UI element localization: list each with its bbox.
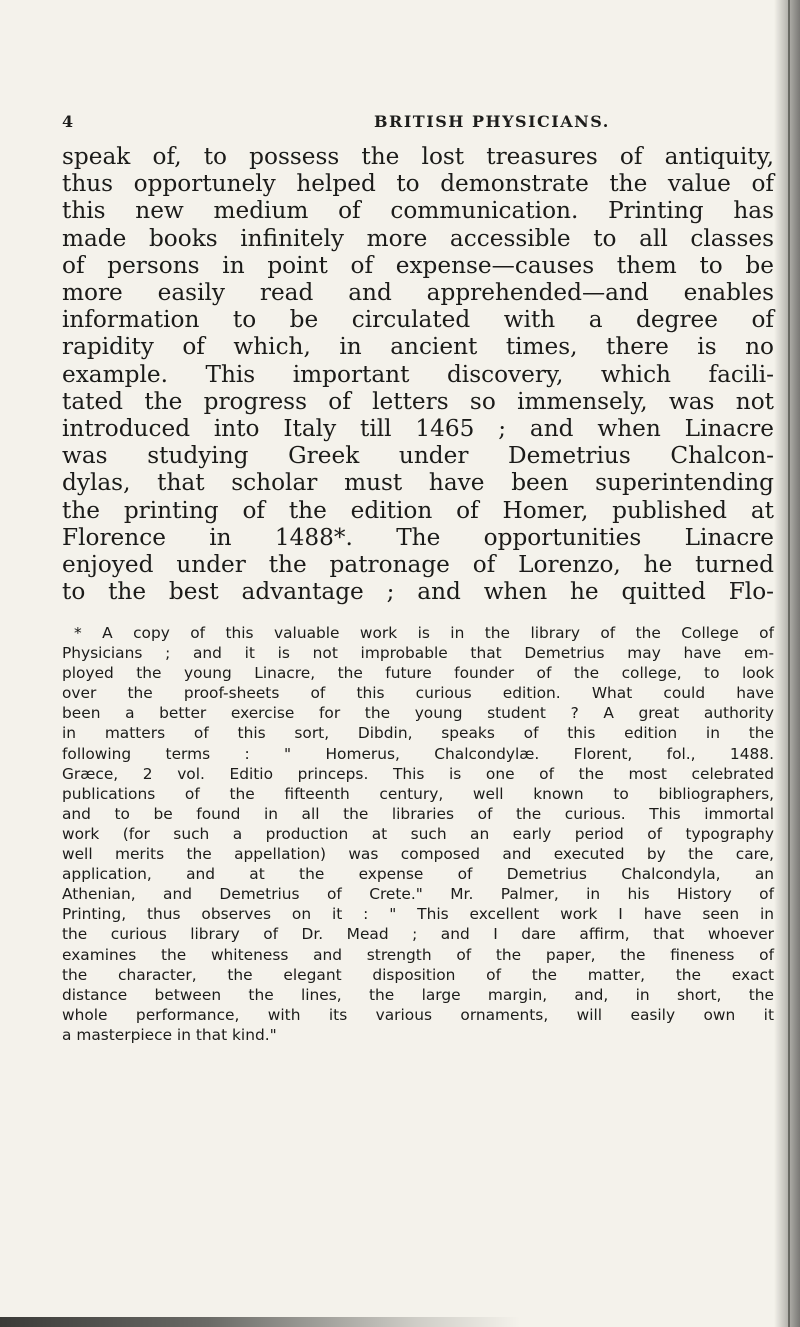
footnote-line: Printing, thus observes on it : " This excellent work I have seen in xyxy=(62,905,774,924)
body-line: thus opportunely helped to demonstrate the value of xyxy=(62,170,774,198)
footnote-line: in matters of this sort, Dibdin, speaks of this edition in the xyxy=(62,724,774,743)
body-line: dylas, that scholar must have been superintending xyxy=(62,469,774,497)
body-line: example. This important discovery, which facili- xyxy=(62,360,774,388)
footnote-line: distance between the lines, the large margin, and, in short, the xyxy=(62,985,774,1004)
body-line: introduced into Italy till 1465 ; and when Linacre xyxy=(62,415,774,443)
body-line: Florence in 1488*. The opportunities Linacre xyxy=(62,523,774,551)
body-paragraph xyxy=(62,143,774,605)
body-line: made books infinitely more accessible to all classes xyxy=(62,224,774,252)
body-line: of persons in point of expense—causes them to be xyxy=(62,251,774,279)
footnote-line: ployed the young Linacre, the future founder of the college, to look xyxy=(62,664,774,683)
footnote-line: * A copy of this valuable work is in the library of the College of xyxy=(74,624,774,642)
running-title: BRITISH PHYSICIANS. xyxy=(374,112,610,131)
body-line: rapidity of which, in ancient times, there is no xyxy=(62,333,774,361)
footnote-line: a masterpiece in that kind." xyxy=(62,1025,277,1044)
body-line: this new medium of communication. Printing has xyxy=(62,197,774,225)
footnote-line: examines the whiteness and strength of the paper, the fineness of xyxy=(62,945,774,964)
page-number: 4 xyxy=(62,112,75,131)
footnote-line: over the proof-sheets of this curious edition. What could have xyxy=(62,684,774,703)
body-line: was studying Greek under Demetrius Chalcon- xyxy=(62,442,774,470)
body-line: the printing of the edition of Homer, published at xyxy=(62,496,774,524)
body-line: tated the progress of letters so immensely, was not xyxy=(62,387,774,415)
body-line: information to be circulated with a degree of xyxy=(62,306,774,334)
footnote-line: work (for such a production at such an early period of typography xyxy=(62,824,774,843)
footnote-line: the curious library of Dr. Mead ; and I dare affirm, that whoever xyxy=(62,925,774,944)
footnote-line: Physicians ; and it is not improbable that Demetrius may have em- xyxy=(62,644,774,663)
footnote-line: following terms : " Homerus, Chalcondylæ. Florent, fol., 1488. xyxy=(62,744,774,763)
body-line: speak of, to possess the lost treasures of antiquity, xyxy=(62,143,774,170)
footnote-line: well merits the appellation) was composed and executed by the care, xyxy=(62,845,774,864)
footnote xyxy=(62,623,774,1045)
footnote-line: been a better exercise for the young student ? A great authority xyxy=(62,704,774,723)
page-edge-shadow xyxy=(774,0,800,1327)
footnote-line: application, and at the expense of Demetrius Chalcondyla, an xyxy=(62,865,774,884)
footnote-line: Athenian, and Demetrius of Crete." Mr. Palmer, in his History of xyxy=(62,885,774,904)
footnote-line: whole performance, with its various ornaments, will easily own it xyxy=(62,1005,774,1024)
footnote-line: the character, the elegant disposition of the matter, the exact xyxy=(62,965,774,984)
footnote-line: and to be found in all the libraries of the curious. This immortal xyxy=(62,804,774,823)
footnote-line: Græce, 2 vol. Editio princeps. This is one of the most celebrated xyxy=(62,764,774,783)
footnote-line: publications of the fifteenth century, well known to bibliographers, xyxy=(62,784,774,803)
body-line: to the best advantage ; and when he quitted Flo- xyxy=(62,578,774,606)
bottom-edge-smudge xyxy=(0,1317,520,1327)
body-line: enjoyed under the patronage of Lorenzo, he turned xyxy=(62,551,774,579)
body-line: more easily read and apprehended—and enables xyxy=(62,279,774,307)
page-edge-line xyxy=(788,0,790,1327)
